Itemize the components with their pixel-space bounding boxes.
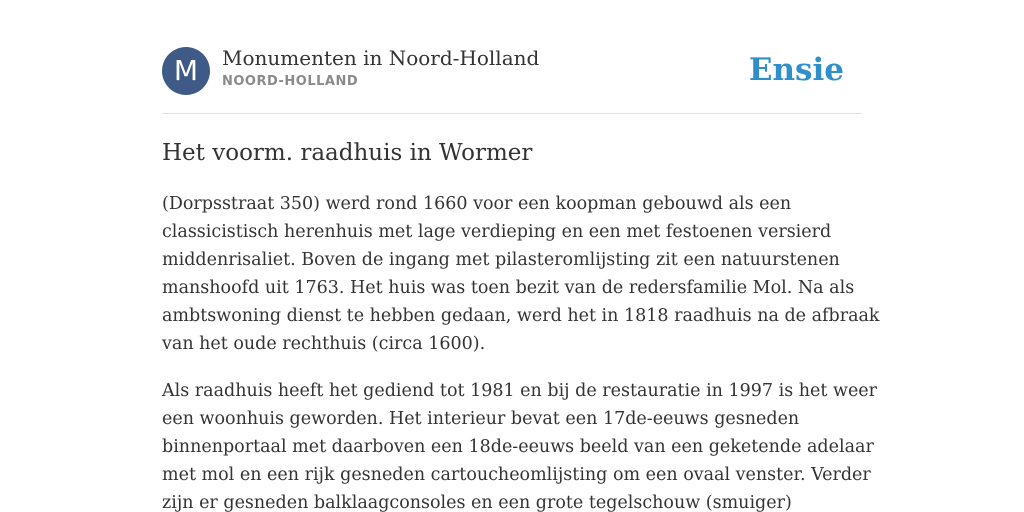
paragraph-line: (Dorpsstraat 350) werd rond 1660 voor een koopman gebouwd als een [162, 194, 792, 214]
paragraph-line: ambtswoning dienst te hebben gedaan, werd het in 1818 raadhuis na de afbraak [162, 306, 880, 326]
header-divider [162, 113, 862, 114]
paragraph-line: binnenportaal met daarboven een 18de-eeuws beeld van een geketende adelaar [162, 437, 874, 457]
paragraph-line: middenrisaliet. Boven de ingang met pilasteromlijsting zit een natuurstenen [162, 250, 840, 270]
paragraph-line: met mol en een rijk gesneden cartoucheomlijsting om een ovaal venster. Verder [162, 465, 871, 485]
publication-header [162, 46, 862, 96]
avatar[interactable]: M [162, 47, 210, 95]
paragraph-line: zijn er gesneden balklaagconsoles en een grote tegelschouw (smuiger) [162, 493, 792, 512]
ensie-logo-link[interactable]: Ensie [748, 52, 844, 88]
paragraph-line: manshoofd uit 1763. Het huis was toen bezit van de redersfamilie Mol. Na als [162, 278, 855, 298]
paragraph-line: een woonhuis geworden. Het interieur bevat een 17de-eeuws gesneden [162, 409, 800, 429]
article-paragraph-1 [162, 190, 880, 358]
paragraph-line: van het oude rechthuis (circa 1600). [162, 334, 486, 354]
publication-region: NOORD-HOLLAND [222, 74, 359, 89]
paragraph-line: classicistisch herenhuis met lage verdieping en een met festoenen versierd [162, 222, 832, 242]
article-paragraph-2 [162, 377, 878, 512]
publication-name-link[interactable]: Monumenten in Noord-Holland [222, 46, 540, 70]
article-title: Het voorm. raadhuis in Wormer [162, 140, 533, 166]
paragraph-line: Als raadhuis heeft het gediend tot 1981 en bij de restauratie in 1997 is het weer [162, 381, 878, 401]
